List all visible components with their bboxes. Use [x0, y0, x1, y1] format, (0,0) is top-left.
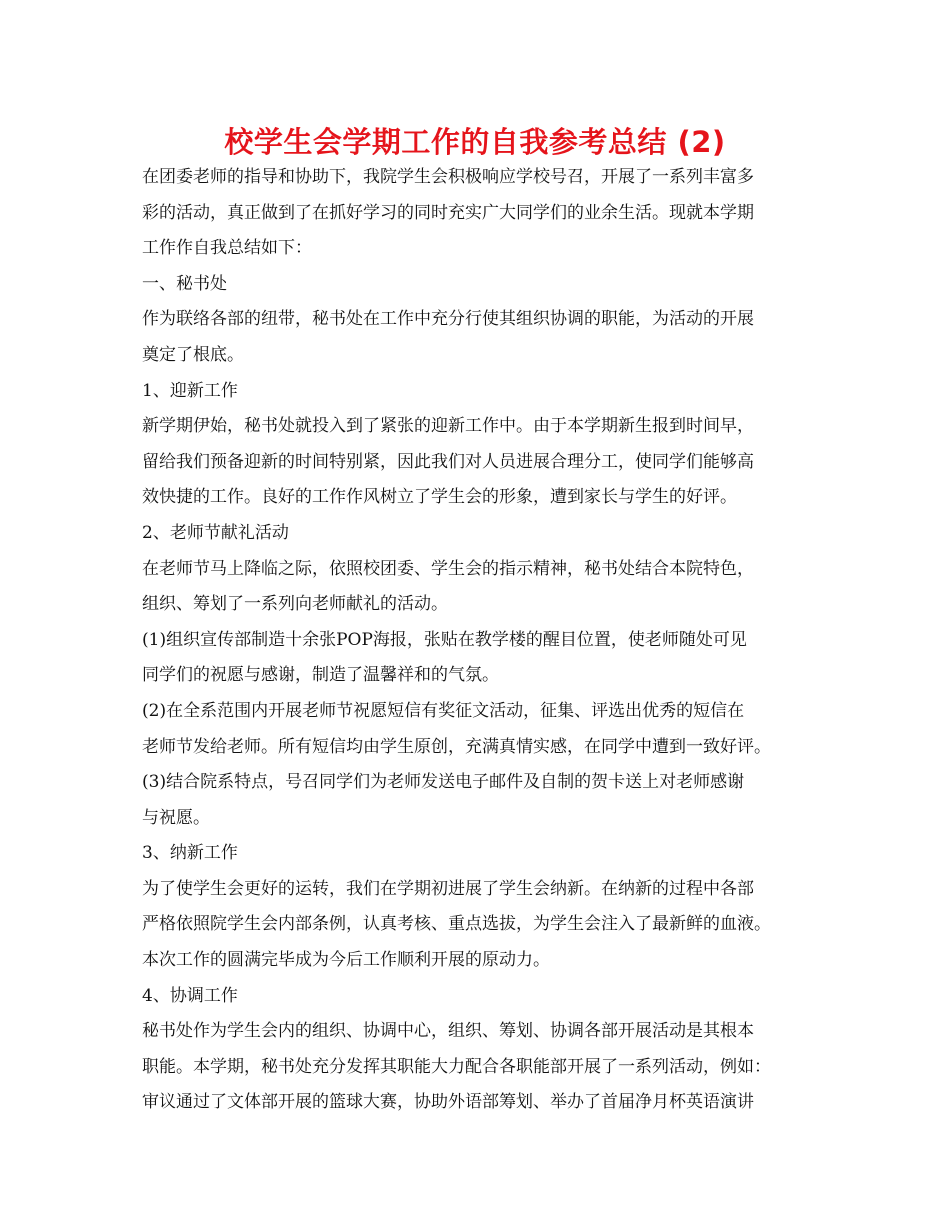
list-item-line: 同学们的祝愿与感谢，制造了温馨祥和的气氛。	[142, 665, 499, 686]
list-item-line: 与祝愿。	[142, 807, 210, 828]
list-item-line: (2)在全系范围内开展老师节祝愿短信有奖征文活动，征集、评选出优秀的短信在	[142, 700, 745, 721]
body-line: 奠定了根底。	[142, 344, 244, 365]
list-item-line: 老师节发给老师。所有短信均由学生原创，充满真情实感，在同学中遭到一致好评。	[142, 736, 771, 757]
section-heading: 一、秘书处	[142, 273, 227, 294]
list-item-line: (3)结合院系特点，号召同学们为老师发送电子邮件及自制的贺卡送上对老师感谢	[142, 772, 745, 793]
list-item-line: (1)组织宣传部制造十余张POP海报，张贴在教学楼的醒目位置，使老师随处可见	[142, 629, 747, 650]
body-line: 作为联络各部的纽带，秘书处在工作中充分行使其组织协调的职能，为活动的开展	[142, 309, 754, 330]
body-line: 留给我们预备迎新的时间特别紧，因此我们对人员进展合理分工，使同学们能够高	[142, 451, 754, 472]
body-line: 为了使学生会更好的运转，我们在学期初进展了学生会纳新。在纳新的过程中各部	[142, 878, 754, 899]
body-line: 职能。本学期，秘书处充分发挥其职能大力配合各职能部开展了一系列活动，例如：	[142, 1056, 771, 1077]
subsection-heading: 1、迎新工作	[142, 380, 238, 401]
body-line: 本次工作的圆满完毕成为今后工作顺利开展的原动力。	[142, 950, 550, 971]
body-line: 效快捷的工作。良好的工作作风树立了学生会的形象，遭到家长与学生的好评。	[142, 487, 737, 508]
body-line: 审议通过了文体部开展的篮球大赛，协助外语部筹划、举办了首届净月杯英语演讲	[142, 1092, 754, 1113]
body-line: 组织、筹划了一系列向老师献礼的活动。	[142, 594, 448, 615]
body-line: 在团委老师的指导和协助下，我院学生会积极响应学校号召，开展了一系列丰富多	[142, 167, 754, 187]
body-line: 新学期伊始，秘书处就投入到了紧张的迎新工作中。由于本学期新生报到时间早，	[142, 416, 754, 437]
subsection-heading: 2、老师节献礼活动	[142, 522, 289, 543]
body-line: 在老师节马上降临之际，依照校团委、学生会的指示精神，秘书处结合本院特色，	[142, 558, 754, 579]
body-line: 秘书处作为学生会内的组织、协调中心，组织、筹划、协调各部开展活动是其根本	[142, 1021, 754, 1042]
subsection-heading: 4、协调工作	[142, 985, 238, 1006]
document-body	[142, 160, 822, 1121]
subsection-heading: 3、纳新工作	[142, 843, 238, 864]
body-line: 彩的活动，真正做到了在抓好学习的同时充实广大同学们的业余生活。现就本学期	[142, 202, 754, 223]
body-line: 工作作自我总结如下：	[142, 238, 312, 259]
body-line: 严格依照院学生会内部条例，认真考核、重点选拔，为学生会注入了最新鲜的血液。	[142, 914, 771, 935]
document-title: 校学生会学期工作的自我参考总结 (2)	[224, 125, 726, 159]
